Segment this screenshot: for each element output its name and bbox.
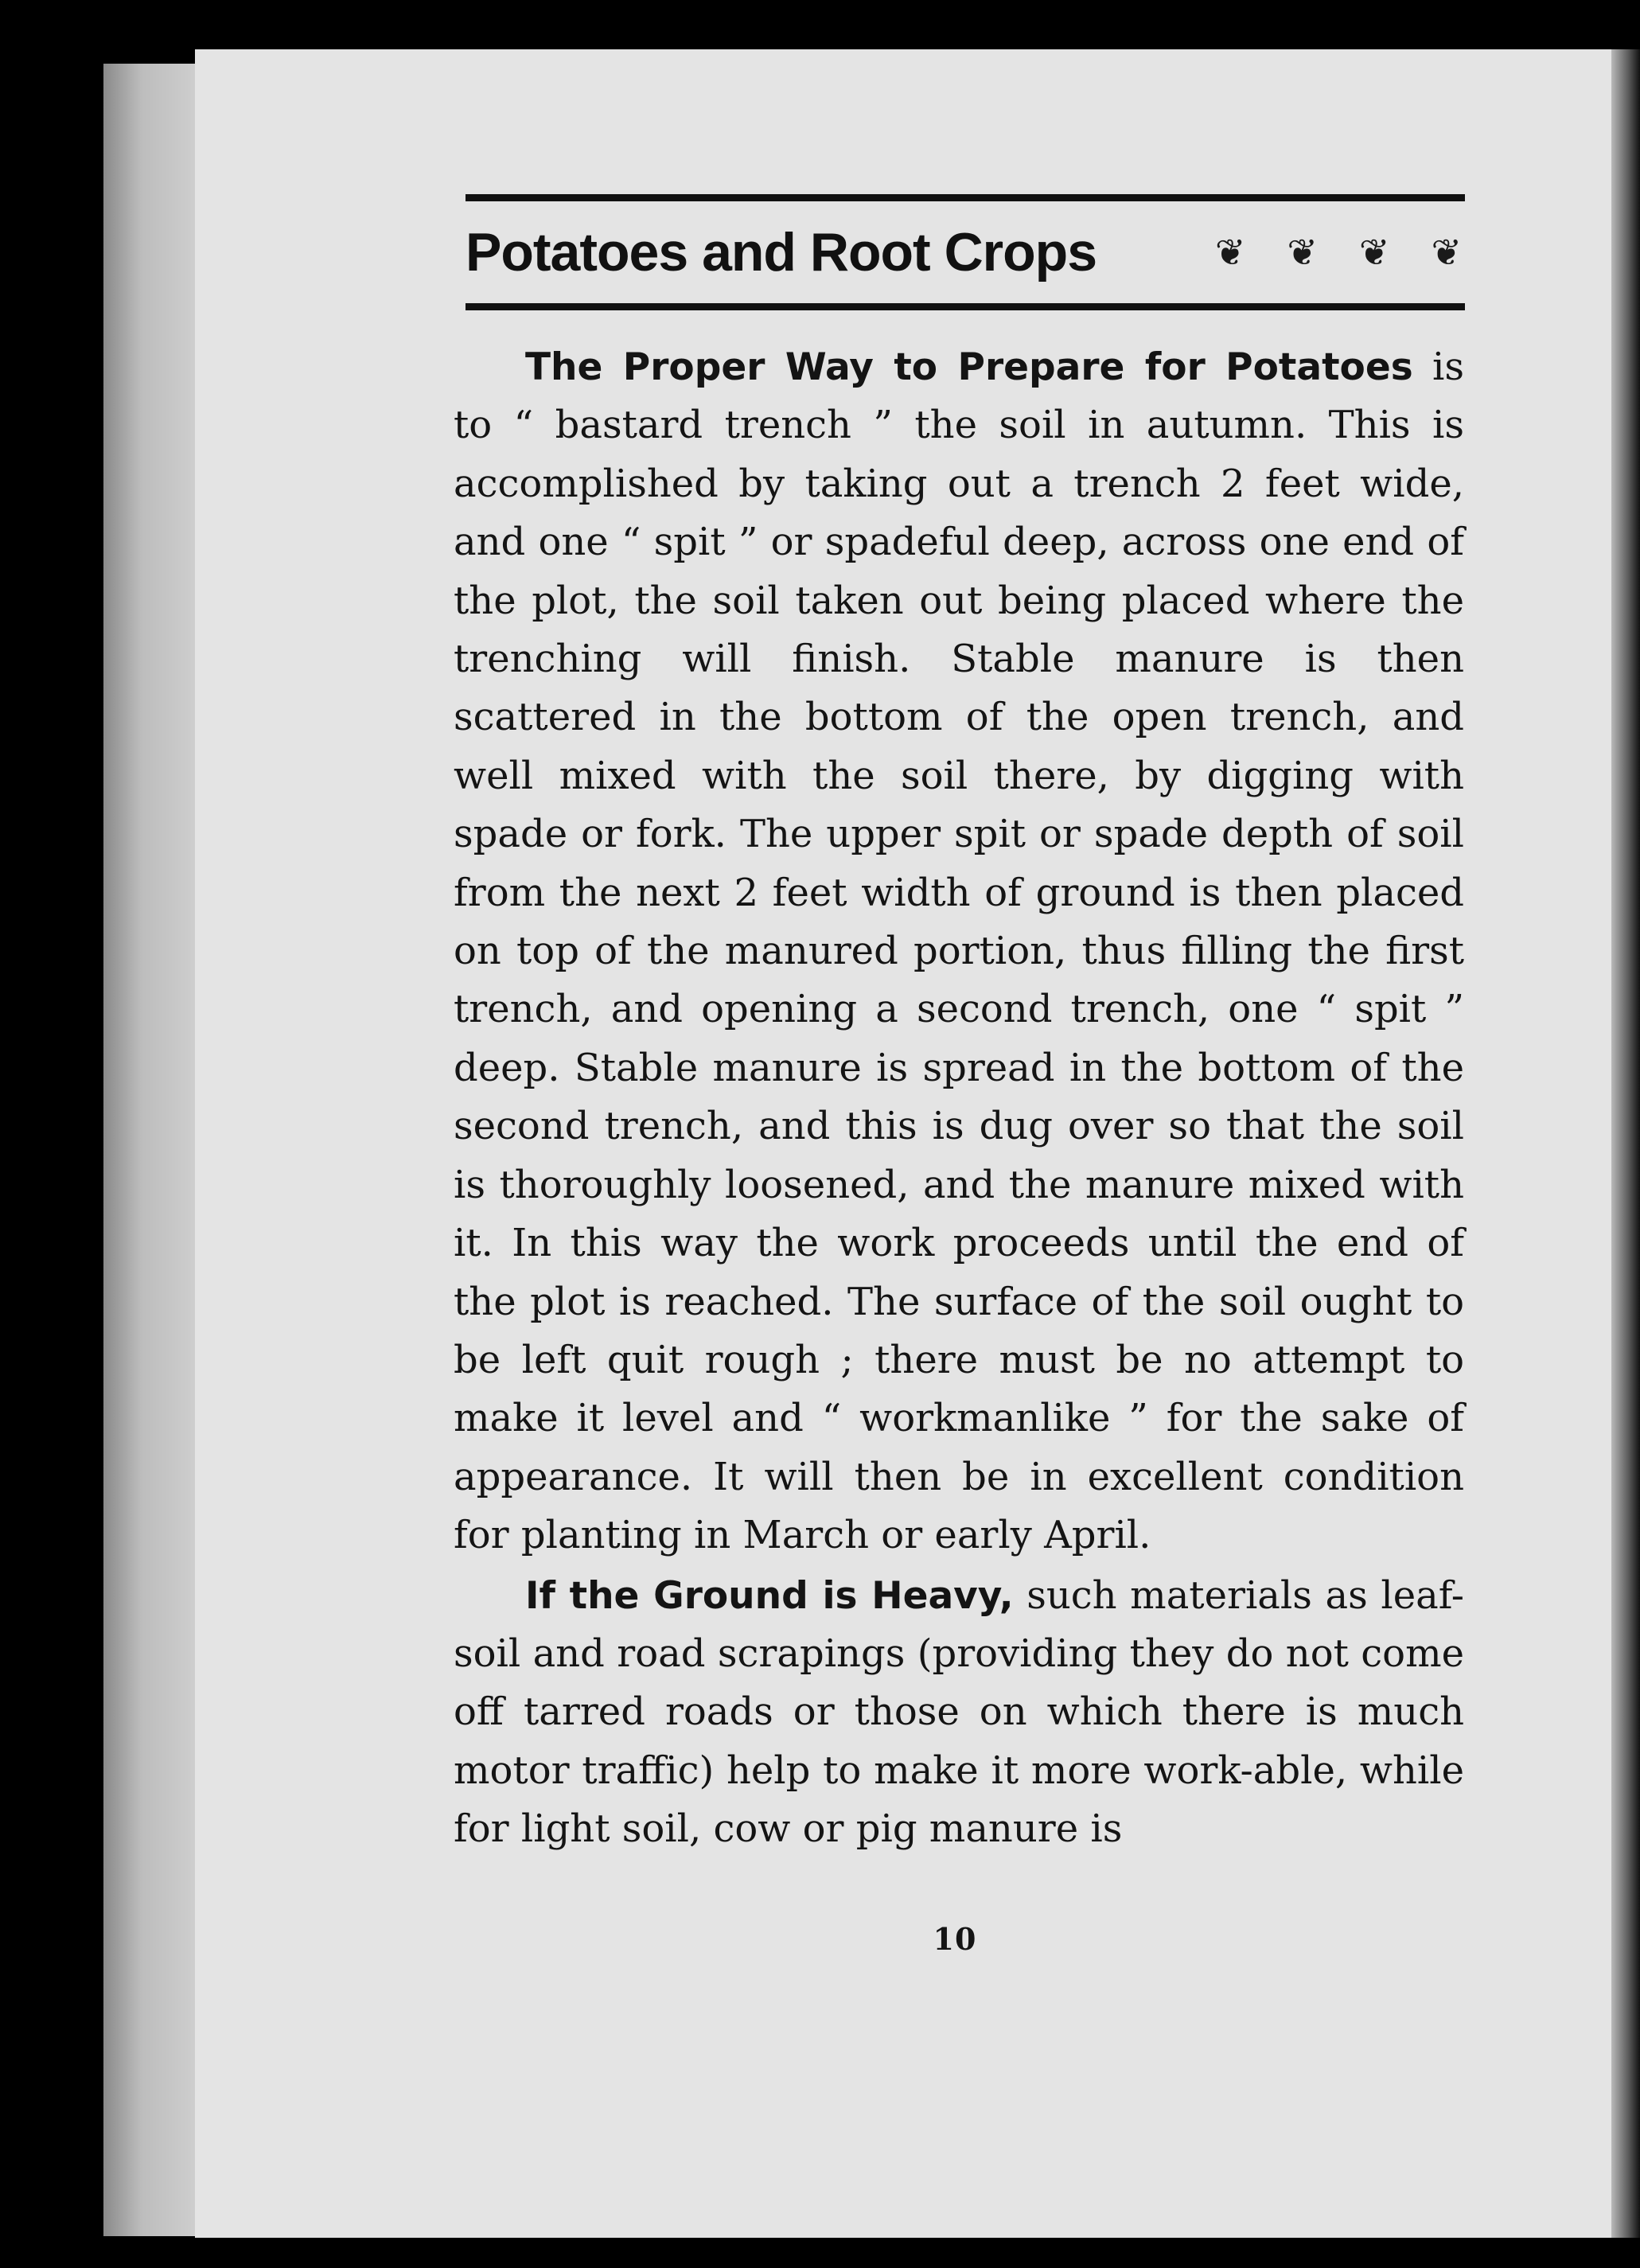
- leaf-ornament-icon: ❦: [1358, 231, 1390, 274]
- leaf-ornament-icon: ❦: [1431, 231, 1462, 274]
- page-number: 10: [933, 1921, 977, 1957]
- run-in-heading: The Proper Way to Prepare for Potatoes: [525, 345, 1413, 389]
- running-header: [466, 194, 1465, 310]
- leaf-ornament-icon: ❦: [1287, 231, 1318, 274]
- leaf-ornament-icon: ❦: [1214, 231, 1246, 274]
- book-spine-edge: [103, 64, 199, 2236]
- paragraph: [454, 1567, 1464, 1859]
- paragraph: [454, 338, 1464, 1565]
- run-in-heading: If the Ground is Heavy,: [525, 1573, 1014, 1618]
- paragraph-text: such materials as leaf-soil and road scrapings (providing they do not come off tarred roads or those on which there is much motor traffic) help to make it more work-able, while for light soil, cow or pig manure is: [454, 1572, 1464, 1852]
- paragraph-text: is to “ bastard trench ” the soil in autumn. This is accomplished by taking out a trench 2 feet wide, and one “ spit ” or spadeful deep, across one end of the plot, the soil taken out being placed where the trenching will finish. Stable manure is then scattered in the bottom of the open trench, and well mixed with the soil there, by digging with spade or fork. The upper spit or spade depth of soil from the next 2 feet width of ground is then placed on top of the manured portion, thus filling the first trench, and opening a second trench, one “ spit ” deep. Stable manure is spread in the bottom of the second trench, and this is dug over so that the soil is thoroughly loosened, and the manure mixed with it. In this way the work proceeds until the end of the plot is reached. The surface of the soil ought to be left quit rough ; there must be no attempt to make it level and “ workmanlike ” for the sake of appearance. It will then be in excellent condition for planting in March or early April.: [454, 345, 1464, 1558]
- body-text: [454, 338, 1464, 1859]
- header-bottom-rule: [466, 303, 1465, 310]
- ornament-group: [1214, 231, 1465, 274]
- page-gutter-shadow: [1611, 49, 1640, 2238]
- running-title: Potatoes and Root Crops: [466, 222, 1097, 283]
- header-row: [466, 201, 1465, 303]
- header-top-rule: [466, 194, 1465, 201]
